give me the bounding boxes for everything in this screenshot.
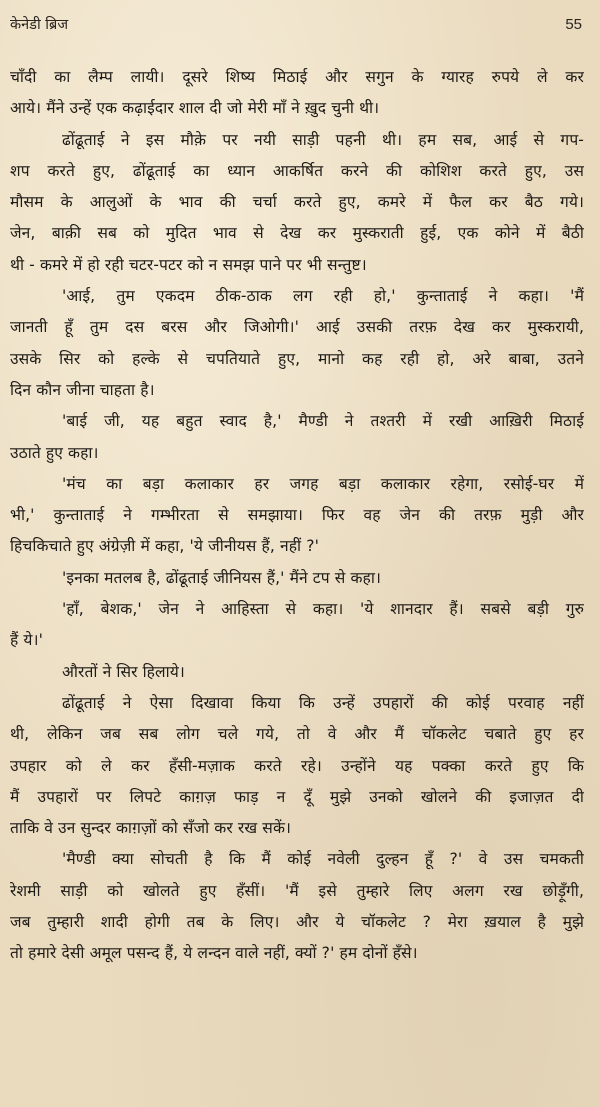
paragraph (10, 563, 584, 594)
text-line: जेन, बाक़ी सब को मुदित भाव से देख कर मुस्कराती हुई, एक कोने में बैठी (10, 224, 584, 243)
paragraph (10, 844, 584, 969)
text-line: 'बाई जी, यह बहुत स्वाद है,' मैण्डी ने तश्तरी में रखी आख़िरी मिठाई (62, 412, 584, 431)
running-head (10, 14, 582, 38)
paragraph (10, 62, 584, 125)
text-line: जब तुम्हारी शादी होगी तब के लिए। और ये चॉकलेट ? मेरा ख़याल है मुझे (10, 913, 584, 932)
paragraph (10, 657, 584, 688)
text-line: 'हाँ, बेशक,' जेन ने आहिस्ता से कहा। 'ये शानदार हैं। सबसे बड़ी गुरु (62, 600, 584, 619)
text-line: दिन कौन जीना चाहता है। (10, 380, 155, 399)
text-line: 'मंच का बड़ा कलाकार हर जगह बड़ा कलाकार रहेगा, रसोई-घर में (62, 474, 584, 493)
paragraph (10, 688, 584, 844)
text-line: उठाते हुए कहा। (10, 443, 99, 462)
running-title: केनेडी ब्रिज (10, 17, 69, 33)
text-line: भी,' कुन्ताताई ने गम्भीरता से समझाया। फिर वह जेन की तरफ़ मुड़ी और (10, 506, 584, 525)
paragraph (10, 281, 584, 406)
text-line: ढोंढूताई ने ऐसा दिखावा किया कि उन्हें उपहारों की कोई परवाह नहीं (62, 693, 584, 712)
text-line: 'आई, तुम एकदम ठीक-ठाक लग रही हो,' कुन्ताताई ने कहा। 'मैं (62, 287, 584, 306)
text-line: 'मैण्डी क्या सोचती है कि मैं कोई नवेली दुल्हन हूँ ?' वे उस चमकती (62, 850, 584, 869)
text-line: उपहार को ले कर हँसी-मज़ाक करते रहे। उन्होंने यह पक्का करते हुए कि (10, 756, 584, 775)
paragraph (10, 469, 584, 563)
text-line: आये। मैंने उन्हें एक कढ़ाईदार शाल दी जो मेरी माँ ने ख़ुद चुनी थी। (10, 99, 380, 118)
text-line: थी, लेकिन जब सब लोग चले गये, तो वे और मैं चॉकलेट चबाते हुए हर (10, 725, 584, 744)
paragraph (10, 594, 584, 657)
text-line: उसके सिर को हल्के से चपतियाते हुए, मानो कह रही हो, अरे बाबा, उतने (10, 349, 584, 368)
text-line: शप करते हुए, ढोंढूताई का ध्यान आकर्षित करने की कोशिश करते हुए, उस (10, 161, 584, 180)
text-line: मौसम के आलुओं के भाव की चर्चा करते हुए, कमरे में फैल कर बैठ गये। (10, 193, 584, 212)
body-text (10, 62, 584, 970)
text-line: रेशमी साड़ी को खोलते हुए हँसीं। 'मैं इसे तुम्हारे लिए अलग रख छोड़ूँगी, (10, 881, 584, 900)
text-line: ताकि वे उन सुन्दर काग़ज़ों को सँजो कर रख सकें। (10, 819, 292, 838)
text-line: तो हमारे देसी अमूल पसन्द हैं, ये लन्दन वाले नहीं, क्यों ?' हम दोनों हँसे। (10, 944, 418, 963)
text-line: चाँदी का लैम्प लायी। दूसरे शिष्य मिठाई और सगुन के ग्यारह रुपये ले कर (10, 68, 584, 86)
text-line: ढोंढूताई ने इस मौक़े पर नयी साड़ी पहनी थी। हम सब, आई से गप- (62, 130, 584, 149)
text-line: थी - कमरे में हो रही चटर-पटर को न समझ पाने पर भी सन्तुष्ट। (10, 255, 367, 274)
text-line: हैं ये।' (10, 631, 43, 650)
page-number: 55 (565, 16, 582, 33)
text-line: मैं उपहारों पर लिपटे काग़ज़ फाड़ न दूँ मुझे उनको खोलने की इजाज़त दी (10, 787, 584, 806)
text-line: जानती हूँ तुम दस बरस और जिओगी।' आई उसकी तरफ़ देख कर मुस्करायी, (10, 318, 584, 337)
text-line: हिचकिचाते हुए अंग्रेज़ी में कहा, 'ये जीनीयस हैं, नहीं ?' (10, 537, 319, 556)
text-line: औरतों ने सिर हिलाये। (62, 662, 185, 681)
paragraph (10, 406, 584, 469)
text-line: 'इनका मतलब है, ढोंढूताई जीनियस हैं,' मैंने टप से कहा। (62, 568, 381, 587)
paragraph (10, 125, 584, 281)
